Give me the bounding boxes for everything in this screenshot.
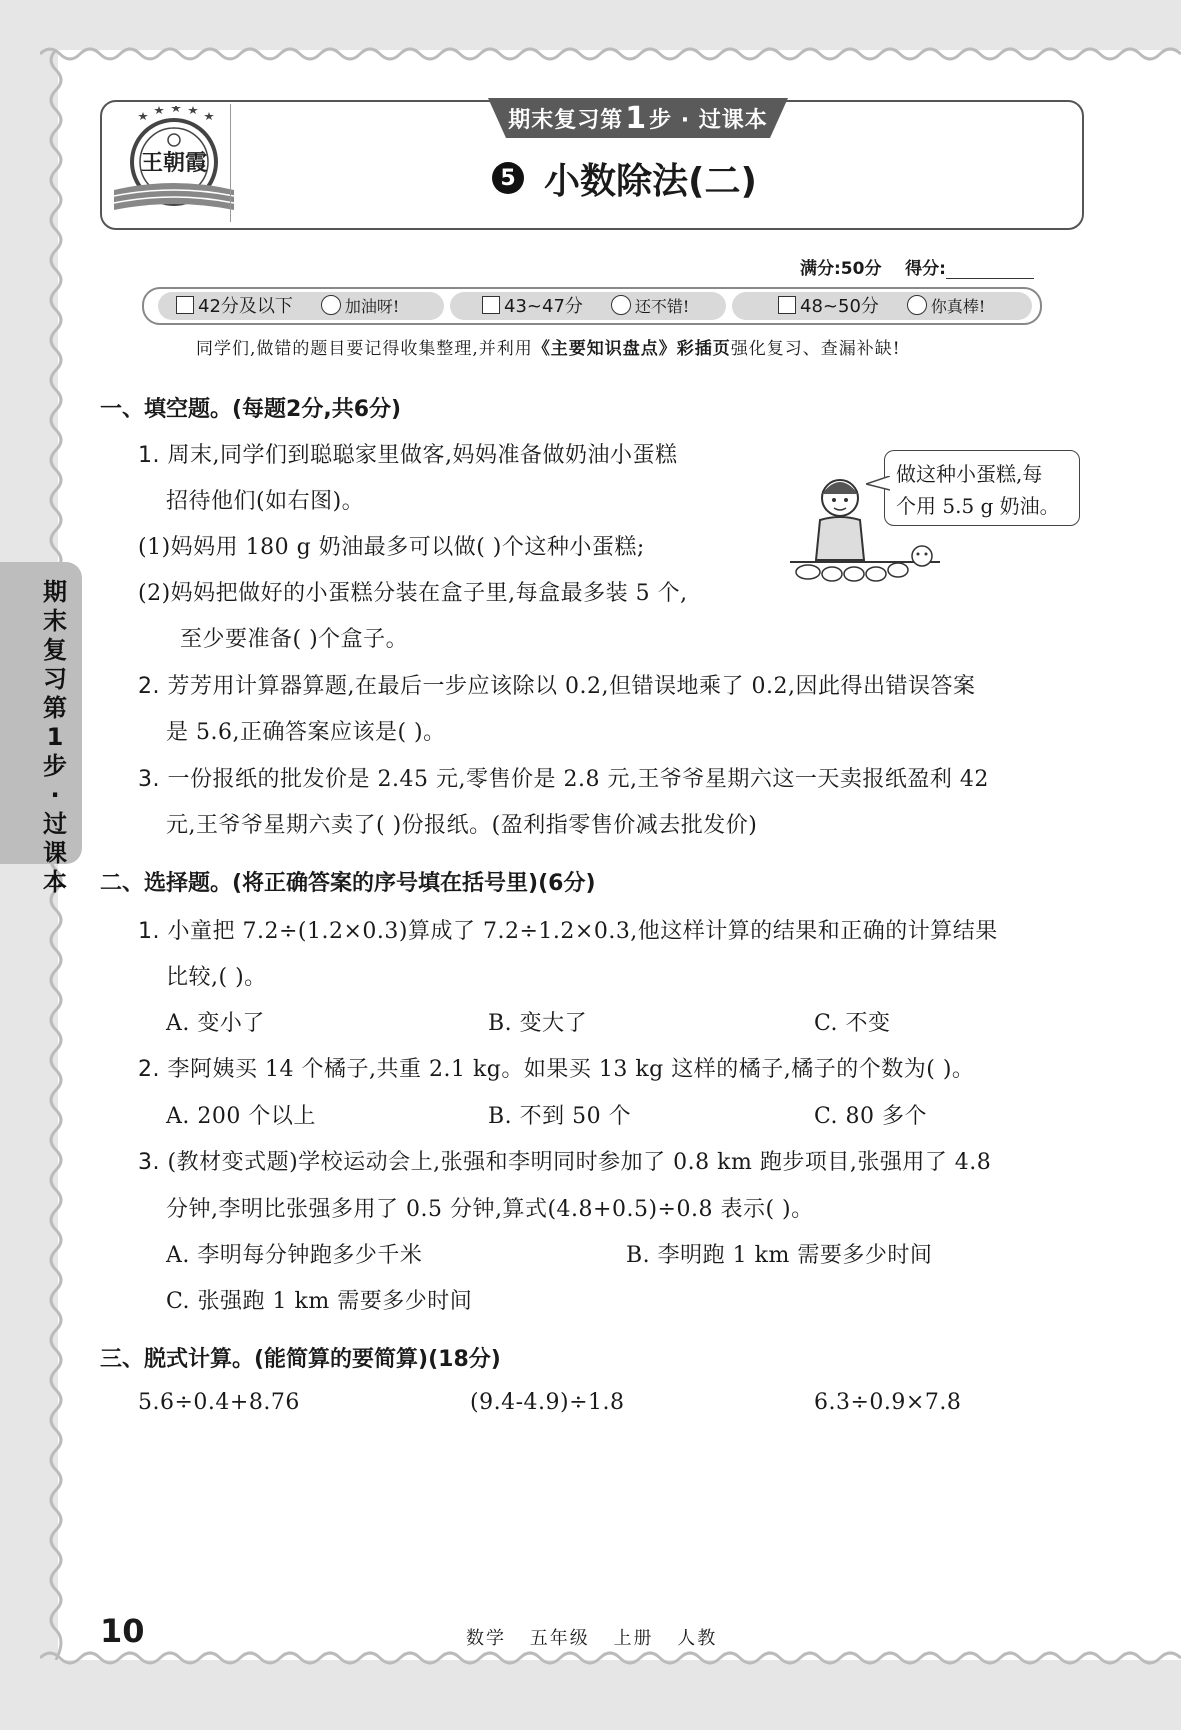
side-tab-char: · xyxy=(50,781,60,809)
grade-option-3 xyxy=(778,292,985,318)
wavy-border-top xyxy=(40,42,1181,64)
footer-subject: 数学 xyxy=(466,1628,506,1649)
grade-message: 还不错! xyxy=(634,296,690,316)
grade-range: 48~50分 xyxy=(800,296,879,317)
question-line: (2)妈妈把做好的小蛋糕分装在盒子里,每盒最多装 5 个, xyxy=(138,581,688,606)
logo-divider xyxy=(230,104,231,222)
side-tab-char: 期 xyxy=(43,578,67,606)
score-label: 得分: xyxy=(905,259,946,279)
side-tab-char: 1 xyxy=(46,723,64,751)
face-icon xyxy=(611,295,631,315)
option-q3-a: A. 李明每分钟跑多少千米 xyxy=(166,1243,423,1268)
calc-expression: 6.3÷0.9×7.8 xyxy=(814,1390,962,1415)
option-q1-c: C. 不变 xyxy=(814,1011,891,1036)
option-q2-c: C. 80 多个 xyxy=(814,1104,928,1129)
footer-grade: 五年级 xyxy=(529,1628,590,1649)
question-line xyxy=(138,669,975,700)
footer-info xyxy=(466,1624,733,1650)
bubble-text-line-2: 个用 5.5 g 奶油。 xyxy=(896,494,1060,518)
tip-pre: 同学们,做错的题目要记得收集整理,并利用 xyxy=(196,339,533,359)
tip-post: 强化复习、查漏补缺! xyxy=(730,339,901,359)
side-tab-char: 末 xyxy=(43,607,67,635)
side-tab-char: 步 xyxy=(43,752,67,780)
page-title xyxy=(492,152,757,204)
question-line: 至少要准备( )个盒子。 xyxy=(180,627,409,652)
option-q2-a: A. 200 个以上 xyxy=(166,1104,316,1129)
option-q2-b: B. 不到 50 个 xyxy=(488,1104,632,1129)
banner-label xyxy=(488,98,788,138)
calc-expression: (9.4-4.9)÷1.8 xyxy=(470,1390,625,1415)
page-number: 10 xyxy=(100,1612,145,1650)
score-blank[interactable] xyxy=(946,262,1034,279)
section-1-title: 一、填空题。(每题2分,共6分) xyxy=(100,397,402,422)
question-number: 1. xyxy=(138,919,160,944)
question-number: 2. xyxy=(138,674,160,699)
side-tab-label xyxy=(38,578,72,897)
svg-text:王朝霞: 王朝霞 xyxy=(140,150,208,176)
question-line: 招待他们(如右图)。 xyxy=(166,489,365,514)
section-3-title: 三、脱式计算。(能简算的要简算)(18分) xyxy=(100,1347,501,1372)
grade-message: 你真棒! xyxy=(930,296,986,316)
question-line xyxy=(138,438,678,469)
question-text: (教材变式题)学校运动会上,张强和李明同时参加了 0.8 km 跑步项目,张强用了 4.8 xyxy=(167,1150,992,1175)
full-score: 满分:50分 xyxy=(800,259,882,279)
lesson-number-badge: 5 xyxy=(492,162,524,194)
grade-range: 42分及以下 xyxy=(198,296,293,317)
question-line xyxy=(138,1145,991,1176)
banner-step-number: 1 xyxy=(625,100,648,136)
question-line xyxy=(138,762,989,793)
bubble-text-line-1: 做这种小蛋糕,每 xyxy=(896,462,1043,486)
question-text: 小童把 7.2÷(1.2×0.3)算成了 7.2÷1.2×0.3,他这样计算的结果和正确的计算结果 xyxy=(167,919,998,944)
option-q1-b: B. 变大了 xyxy=(488,1011,588,1036)
face-icon xyxy=(907,295,927,315)
face-icon xyxy=(321,295,341,315)
grade-range: 43~47分 xyxy=(504,296,583,317)
side-tab-char: 习 xyxy=(43,665,67,693)
side-tab-char: 过 xyxy=(43,810,67,838)
question-line xyxy=(138,914,998,945)
checkbox-icon[interactable] xyxy=(482,296,500,314)
question-number: 2. xyxy=(138,1057,160,1082)
question-text: 芳芳用计算器算题,在最后一步应该除以 0.2,但错误地乘了 0.2,因此得出错误答案 xyxy=(167,674,976,699)
question-line: 元,王爷爷星期六卖了( )份报纸。(盈利指零售价减去批发价) xyxy=(166,813,758,838)
question-line: 分钟,李明比张强多用了 0.5 分钟,算式(4.8+0.5)÷0.8 表示( )。 xyxy=(166,1197,814,1222)
lesson-title: 小数除法(二) xyxy=(544,160,757,202)
wavy-border-bottom xyxy=(40,1648,1181,1670)
footer-volume: 上册 xyxy=(613,1628,654,1649)
question-text: 周末,同学们到聪聪家里做客,妈妈准备做奶油小蛋糕 xyxy=(167,443,678,468)
banner-suffix: 步 · 过课本 xyxy=(649,107,768,133)
publisher-logo xyxy=(110,106,236,218)
grade-message: 加油呀! xyxy=(344,296,400,316)
grade-option-1 xyxy=(176,292,399,318)
option-q3-b: B. 李明跑 1 km 需要多少时间 xyxy=(626,1243,933,1268)
question-line: (1)妈妈用 180 g 奶油最多可以做( )个这种小蛋糕; xyxy=(138,535,645,560)
side-tab-char: 第 xyxy=(43,694,67,722)
score-line xyxy=(800,254,1034,279)
side-tab-char: 课 xyxy=(43,839,67,867)
grade-option-2 xyxy=(482,292,689,318)
question-line: 是 5.6,正确答案应该是( )。 xyxy=(166,720,446,745)
question-text: 一份报纸的批发价是 2.45 元,零售价是 2.8 元,王爷爷星期六这一天卖报纸盈利 42 xyxy=(167,767,989,792)
question-text: 李阿姨买 14 个橘子,共重 2.1 kg。如果买 13 kg 这样的橘子,橘子的个数为( )。 xyxy=(167,1057,975,1082)
side-tab-char: 复 xyxy=(43,636,67,664)
checkbox-icon[interactable] xyxy=(176,296,194,314)
tip-bold: 《主要知识盘点》彩插页 xyxy=(532,339,731,359)
tip-text xyxy=(196,334,901,359)
footer-edition: 人教 xyxy=(677,1628,718,1649)
question-number: 1. xyxy=(138,443,160,468)
question-number: 3. xyxy=(138,1150,160,1175)
option-q3-c: C. 张强跑 1 km 需要多少时间 xyxy=(166,1289,473,1314)
option-q1-a: A. 变小了 xyxy=(166,1011,265,1036)
question-line xyxy=(138,1052,974,1083)
question-number: 3. xyxy=(138,767,160,792)
side-tab-char: 本 xyxy=(43,868,67,896)
question-line: 比较,( )。 xyxy=(166,965,267,990)
speech-bubble-tail xyxy=(866,476,890,492)
checkbox-icon[interactable] xyxy=(778,296,796,314)
section-2-title: 二、选择题。(将正确答案的序号填在括号里)(6分) xyxy=(100,871,596,896)
calc-expression: 5.6÷0.4+8.76 xyxy=(138,1390,300,1415)
banner-prefix: 期末复习第 xyxy=(508,107,624,133)
